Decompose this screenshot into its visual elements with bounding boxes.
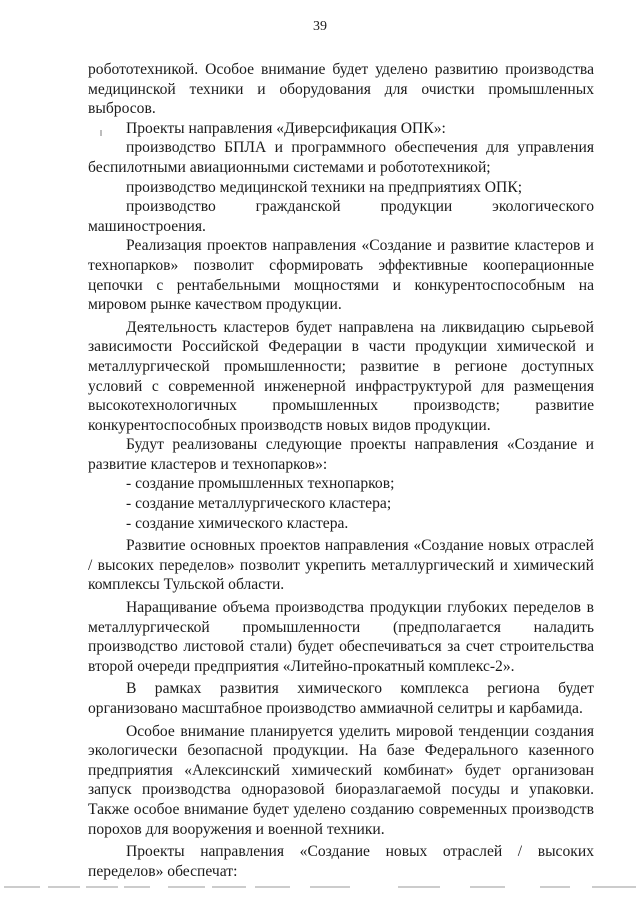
paragraph-4: производство медицинской техники на предприятиях ОПК;	[126, 178, 523, 196]
list-item-2: - создание металлургического кластера;	[126, 495, 392, 513]
paragraph-3: производство БПЛА и программного обеспечения для управления беспилотными авиационными системами и робототехникой;	[88, 139, 594, 176]
scan-edge-artifact	[0, 884, 640, 890]
paragraph-9: Развитие основных проектов направления «Создание новых отраслей / высоких переделов» позволит укрепить металлургический и химический комплексы Тульской области.	[88, 537, 594, 594]
paragraph-8: Будут реализованы следующие проекты направления «Создание и развитие кластеров и технопарков»:	[88, 436, 594, 473]
page-number: 39	[313, 19, 327, 34]
body-text	[88, 60, 594, 881]
list-item-3: - создание химического кластера.	[126, 514, 349, 532]
paragraph-6: Реализация проектов направления «Создание и развитие кластеров и технопарков» позволит сформировать эффективные кооперационные цепочки с рентабельными мощностями и конкурентоспособным на мировом рынке качеством продукции.	[88, 237, 594, 314]
paragraph-10: Наращивание объема производства продукции глубоких переделов в металлургической промышленности (предполагается наладить производство листовой стали) будет обеспечиваться за счет строительства второй очереди предприятия «Литейно-прокатный комплекс-2».	[88, 599, 594, 675]
list-item-1: - создание промышленных технопарков;	[126, 475, 395, 493]
paragraph-7: Деятельность кластеров будет направлена на ликвидацию сырьевой зависимости Российской Федерации в части продукции химической и металлургической промышленности; развитие в регионе доступных условий с современной инженерной инфраструктурой для размещения высокотехнологичных промышленных производств; развитие конкурентоспособных производств новых видов продукции.	[88, 318, 594, 434]
paragraph-2: Проекты направления «Диверсификация ОПК»:	[126, 119, 446, 137]
paragraph-13: Проекты направления «Создание новых отраслей / высоких переделов» обеспечат:	[88, 843, 594, 880]
paragraph-12: Особое внимание планируется уделить мировой тенденции создания экологически безопасной продукции. На базе Федерального казенного предприятия «Алексинский химический комбинат» будет организован запуск производства одноразовой биоразлагаемой посуды и упаковки. Также особое внимание будет уделено созданию современных производств порохов для вооружения и военной техники.	[88, 722, 594, 838]
paragraph-1: робототехникой. Особое внимание будет уделено развитию производства медицинской техники и оборудования для очистки промышленных выбросов.	[88, 61, 594, 118]
paragraph-11: В рамках развития химического комплекса региона будет организовано масштабное производство аммиачной селитры и карбамида.	[88, 680, 594, 717]
paragraph-5: производство гражданской продукции экологического машиностроения.	[88, 198, 594, 235]
